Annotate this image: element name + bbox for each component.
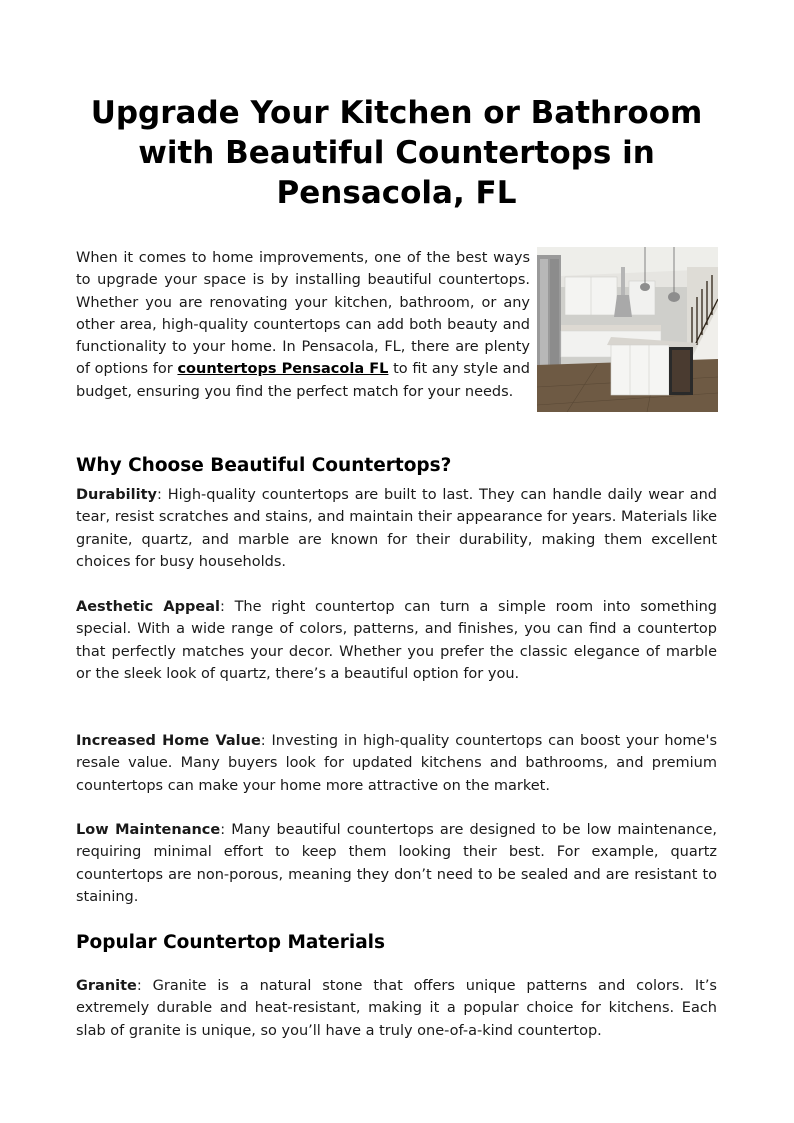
term-low-maintenance: Low Maintenance (76, 822, 221, 838)
paragraph-granite (76, 975, 717, 1042)
term-aesthetic-appeal: Aesthetic Appeal (76, 599, 220, 615)
text-aesthetic-appeal: : The right countertop can turn a simple room into something special. With a wide range of colors, patterns, and finishes, you can find a countertop that perfectly matches your decor. Whether you prefer the classic elegance of marble or the sleek look of quartz, there’s a beautiful option for you. (76, 599, 718, 682)
paragraph-aesthetic-appeal (76, 596, 717, 685)
section-heading-why: Why Choose Beautiful Countertops? (76, 455, 452, 476)
term-increased-home-value: Increased Home Value (76, 733, 261, 749)
text-durability: : High-quality countertops are built to last. They can handle daily wear and tear, resist scratches and stains, and maintain their appearance for years. Materials like granite, quartz, and marble are known for their durability, making them excellent choices for busy households. (76, 487, 717, 570)
paragraph-durability (76, 484, 717, 573)
text-increased-home-value: : Investing in high-quality countertops can boost your home's resale value. Many buyers look for updated kitchens and bathrooms, and premium countertops can make your home more attractive on the market. (76, 733, 717, 794)
section-heading-materials: Popular Countertop Materials (76, 932, 386, 953)
page-title: Upgrade Your Kitchen or Bathroom with Beautiful Countertops in Pensacola, FL (90, 95, 703, 211)
paragraph-increased-home-value (76, 730, 717, 797)
intro-text-before: When it comes to home improvements, one of the best ways to upgrade your space is by installing beautiful countertops. Whether you are renovating your kitchen, bathroom, or any other area, high-quality countertops can add both beauty and functionality to your home. In Pensacola, FL, there are plenty of options for (76, 250, 530, 378)
kitchen-photo (537, 247, 718, 412)
paragraph-low-maintenance (76, 819, 717, 908)
text-low-maintenance: : Many beautiful countertops are designed to be low maintenance, requiring minimal effort to keep them looking their best. For example, quartz countertops are non-porous, meaning they don’t need to be sealed and are resistant to staining. (76, 822, 717, 905)
intro-text-after: to fit any style and budget, ensuring you find the perfect match for your needs. (76, 361, 530, 400)
intro-paragraph (76, 247, 530, 403)
countertops-pensacola-link[interactable]: countertops Pensacola FL (177, 361, 389, 378)
term-durability: Durability (76, 487, 157, 503)
text-granite: : Granite is a natural stone that offers unique patterns and colors. It’s extremely durable and heat-resistant, making it a popular choice for kitchens. Each slab of granite is unique, so you’ll have a truly one-of-a-kind countertop. (76, 978, 717, 1039)
term-granite: Granite (76, 978, 137, 994)
